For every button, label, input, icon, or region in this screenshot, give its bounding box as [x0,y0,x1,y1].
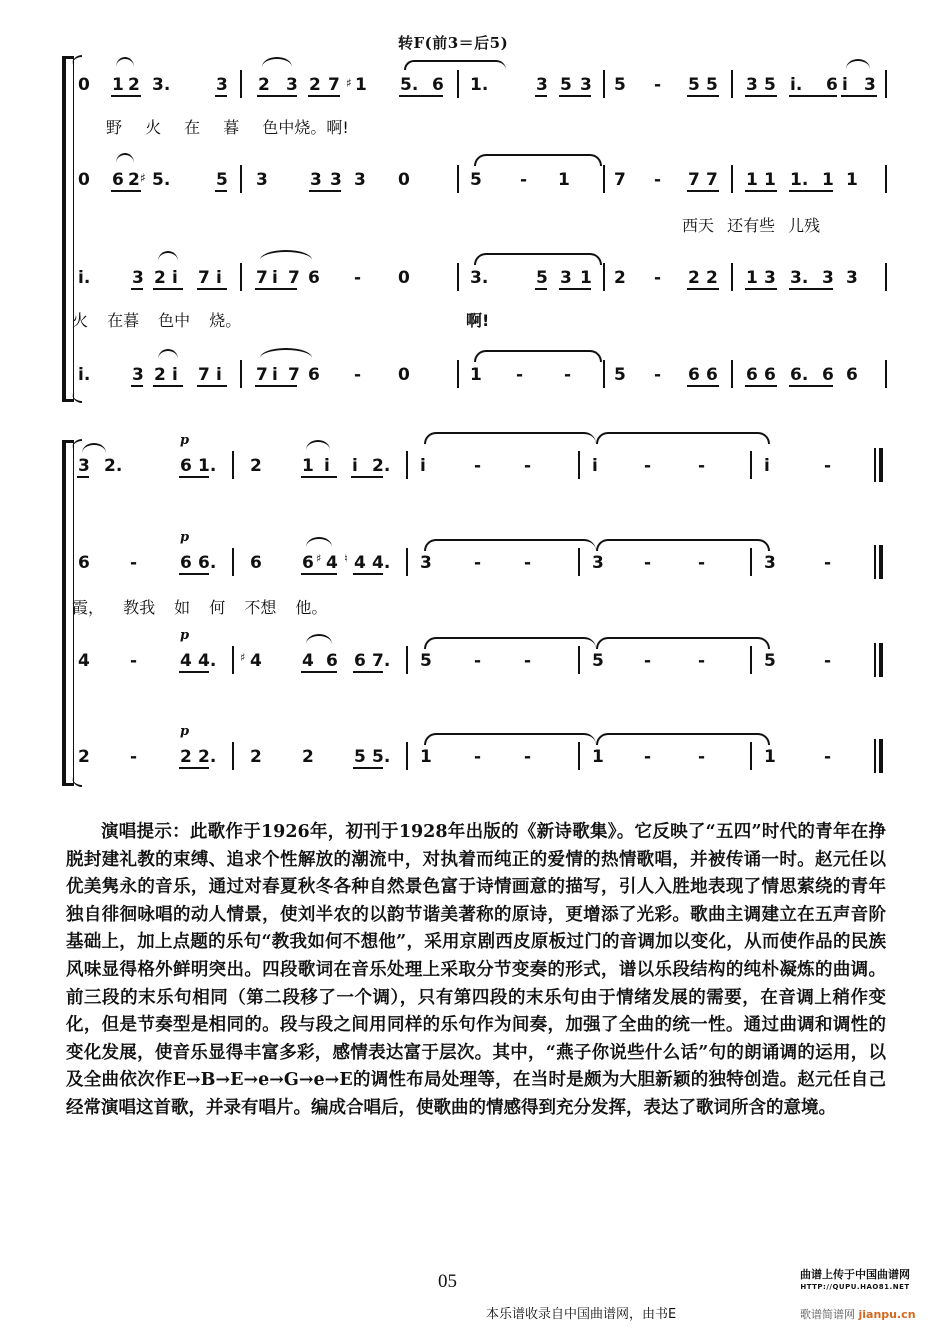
note: 5 [536,268,548,288]
dash: - [524,651,532,671]
note: 3 [286,75,298,95]
note: 1 [470,365,482,385]
note: 3 [420,553,432,573]
note: 1 [420,747,432,767]
note: 2 [154,365,166,385]
note: 2 [154,268,166,288]
note: i [764,456,770,476]
note: 6 [354,651,366,671]
note: 1 [764,747,776,767]
note: 1 [355,75,367,95]
dash: - [130,553,138,573]
note: 7. [372,651,391,671]
note: 7 [256,268,268,288]
note: 0 [78,170,90,190]
performance-notes-body: 此歌作于1926年，初刊于1928年出版的《新诗歌集》。它反映了“五四”时代的青年在挣脱封建礼教的束缚、追求个性解放的潮流中，对执着而纯正的爱情的热情歌唱，并被传诵一时。赵元任以优美隽永的音乐，通过对春夏秋冬各种自然景色富于诗情画意的描写，引人入胜地表现了情思萦绕的青年独自徘徊咏唱的动人情景，使刘半农的以韵节谐美著称的原诗，更增添了光彩。歌曲主调建立在五声音阶基础上，加上点题的乐句“教我如何不想他”，采用京剧西皮原板过门的音调加以变化，从而使作品的民族风味显得格外鲜明突出。四段歌词在音乐处理上采取分节变奏的形式，谱以乐段结构的纯朴凝炼的曲调。前三段的末乐句相同（第二段移了一个调），只有第四段的末乐句由于情绪发展的需要，在音调上稍作变化，但是节奏型是相同的。段与段之间用同样的乐句作为间奏，加强了全曲的统一性。通过曲调和调性的变化发展，使音乐显得丰富多彩，感情表达富于层次。其中，“燕子你说些什么话”句的朗诵调的运用，以及全曲依次作E→B→E→e→G→e→E的调性布局处理等，在当时是颇为大胆新颖的独特创造。赵元任自己经常演唱这首歌，并录有唱片。编成合唱后，使歌曲的情感得到充分发挥，表达了歌词所含的意境。 [66,822,887,1118]
dash: - [698,651,706,671]
note: 3 [78,456,90,476]
note: 6 [78,553,90,573]
final-barline [874,643,883,677]
note: 2 [258,75,270,95]
note: 3 [330,170,342,190]
note: 0 [398,170,410,190]
note: 0 [398,365,410,385]
note: 3 [560,268,572,288]
note: 6 [308,268,320,288]
note: 3 [536,75,548,95]
dash: - [824,747,832,767]
dash: - [130,747,138,767]
note: 5 [764,75,776,95]
watermark-jianpu-name: 歌谱简谱网 [800,1308,855,1321]
lyrics-line: 啊! [466,311,490,330]
note: 5 [216,170,228,190]
dash: - [524,747,532,767]
note: 6 [180,456,192,476]
note: 1 [764,170,776,190]
note: 6 [180,553,192,573]
watermark-qupu-url: HTTP://QUPU.HAO81.NET [800,1283,910,1291]
dash: - [524,456,532,476]
dash: - [474,456,482,476]
note: 2 [302,747,314,767]
note: 3 [746,75,758,95]
note: 4 [354,553,366,573]
note: 4. [372,553,391,573]
note: 7 [614,170,626,190]
note: 5 [470,170,482,190]
note: 5 [764,651,776,671]
dash: - [516,365,524,385]
note: i [420,456,426,476]
note: i. [78,268,91,288]
note: 1 [746,268,758,288]
note: 5 [614,365,626,385]
dash: - [474,747,482,767]
dash: - [824,651,832,671]
note: 5. [372,747,391,767]
note: 2. [198,747,217,767]
note: 0 [78,75,90,95]
dynamic-piano: p [180,628,190,643]
dash: - [524,553,532,573]
dash: - [564,365,572,385]
sharp: ♯ [316,552,322,565]
dash: - [698,747,706,767]
note: 5 [688,75,700,95]
dash: - [644,651,652,671]
performance-notes-label: 演唱提示： [101,822,190,842]
dynamic-piano: p [180,530,190,545]
note: 6 [308,365,320,385]
dash: - [654,75,662,95]
note: i [842,75,848,95]
note: i. [790,75,803,95]
note: 3 [580,75,592,95]
note: i [324,456,330,476]
note: 3 [822,268,834,288]
note: 5 [560,75,572,95]
note: 3 [592,553,604,573]
dash: - [354,365,362,385]
note: 6 [688,365,700,385]
note: 6 [432,75,444,95]
note: 3. [470,268,489,288]
note: 1. [198,456,217,476]
performance-notes [66,819,886,1123]
note: 2 [180,747,192,767]
sharp: ♯ [140,171,146,185]
note: i. [78,365,91,385]
note: 3 [764,553,776,573]
dash: - [520,170,528,190]
final-barline [874,739,883,773]
note: 3 [132,365,144,385]
note: i [352,456,358,476]
note: 1 [558,170,570,190]
natural: ♮ [344,552,348,565]
note: 2 [128,170,140,190]
dynamic-piano: p [180,433,190,448]
note: 3 [846,268,858,288]
note: 1 [592,747,604,767]
note: 3 [764,268,776,288]
note: i [172,268,178,288]
note: 7 [198,268,210,288]
note: 1 [822,170,834,190]
dash: - [474,651,482,671]
note: 6 [826,75,838,95]
dash: - [130,651,138,671]
watermark-qupu [800,1268,910,1294]
note: 1. [790,170,809,190]
note: 3 [216,75,228,95]
note: i [272,268,278,288]
dash: - [654,268,662,288]
page-number: 05 [438,1271,457,1292]
note: 1 [302,456,314,476]
note: 3 [310,170,322,190]
note: 7 [198,365,210,385]
note: 6 [706,365,718,385]
dash: - [474,553,482,573]
note: 6. [198,553,217,573]
note: 4 [326,553,338,573]
note: 3. [152,75,171,95]
note: 2 [614,268,626,288]
note: 6 [746,365,758,385]
note: 3 [354,170,366,190]
watermark-qupu-text: 曲谱上传于中国曲谱网 [800,1268,910,1281]
note: 6. [790,365,809,385]
note: 6 [326,651,338,671]
system-brace [62,56,74,402]
dash: - [654,170,662,190]
dash: - [824,456,832,476]
note: 7 [328,75,340,95]
dash: - [654,365,662,385]
note: 2. [372,456,391,476]
note: 5 [614,75,626,95]
note: 2 [78,747,90,767]
note: 1 [846,170,858,190]
note: 2 [688,268,700,288]
note: 5 [592,651,604,671]
watermark-jianpu [800,1306,916,1322]
note: i [216,365,222,385]
note: 6 [112,170,124,190]
note: 4. [198,651,217,671]
note: 6 [302,553,314,573]
lyrics-line: 火 在暮 色中 烧。 [72,311,242,330]
dash: - [698,456,706,476]
watermark-jianpu-domain: jianpu.cn [858,1308,916,1321]
dash: - [644,747,652,767]
note: 6 [764,365,776,385]
note: 5 [706,75,718,95]
note: 3 [256,170,268,190]
sharp: ♯ [240,651,246,664]
note: 2 [250,747,262,767]
final-barline [874,545,883,579]
note: 7 [288,365,300,385]
note: 5 [354,747,366,767]
note: 4 [180,651,192,671]
note: 4 [250,651,262,671]
dash: - [698,553,706,573]
note: 2 [128,75,140,95]
lyrics-line: 野 火 在 暮 色中烧。啊! [106,118,349,137]
lyrics-line: 霞， 教我 如 何 不想 他。 [72,598,328,617]
note: 1 [112,75,124,95]
note: i [272,365,278,385]
note: 7 [288,268,300,288]
note: 6 [250,553,262,573]
note: 1 [580,268,592,288]
note: i [592,456,598,476]
lyrics-line: 西天 还有些 儿残 [682,216,821,235]
note: 4 [302,651,314,671]
note: 5 [420,651,432,671]
dynamic-piano: p [180,724,190,739]
note: i [216,268,222,288]
note: 6 [822,365,834,385]
note: 4 [78,651,90,671]
note: 1. [470,75,489,95]
key-change-marking: 转F(前3＝后5) [398,34,509,52]
note: 5. [152,170,171,190]
dash: - [354,268,362,288]
note: 3 [132,268,144,288]
note: 2 [309,75,321,95]
note: 7 [256,365,268,385]
note: 2. [104,456,123,476]
dash: - [824,553,832,573]
note: 6 [846,365,858,385]
dash: - [644,553,652,573]
note: 7 [688,170,700,190]
note: 3. [790,268,809,288]
final-barline [874,448,883,482]
note: 2 [706,268,718,288]
note: 7 [706,170,718,190]
note: i [172,365,178,385]
note: 1 [746,170,758,190]
watermark-source-note: 本乐谱收录自中国曲谱网，由书E [486,1307,677,1322]
sharp: ♯ [346,76,352,90]
note: 2 [250,456,262,476]
note: 3 [864,75,876,95]
dash: - [644,456,652,476]
note: 0 [398,268,410,288]
note: 5. [400,75,419,95]
